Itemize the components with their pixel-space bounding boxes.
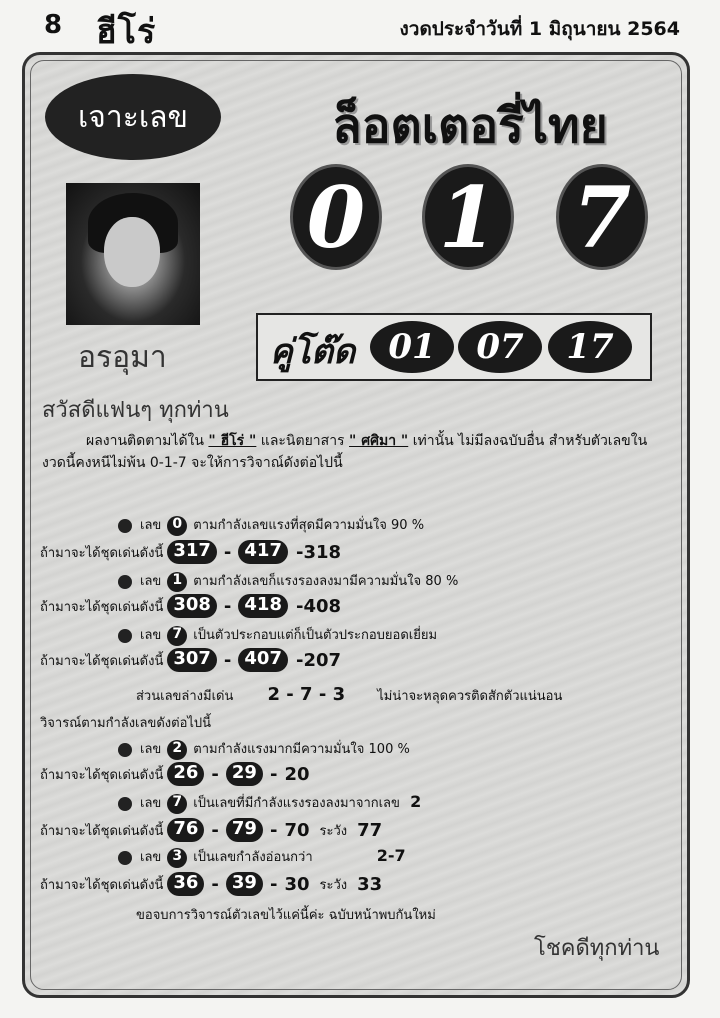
two-digit-row-0: เลข 2 ตามกำลังแรงมากมีความมั่นใจ 100 % xyxy=(118,738,410,760)
signoff: โชคดีทุกท่าน xyxy=(534,936,660,961)
source-sasima: " ศศิมา " xyxy=(349,433,409,449)
digit-badge: 7 xyxy=(167,794,187,814)
set-number: 417 xyxy=(238,540,288,564)
set-extra: 30 xyxy=(284,873,310,895)
set-number: 307 xyxy=(167,648,217,672)
main-digit-2: 1 xyxy=(422,164,514,270)
lower-value: 2 - 7 - 3 xyxy=(267,684,346,705)
set-number: 407 xyxy=(238,648,288,672)
analysis-intro: วิจารณ์ตามกำลังเลขดังต่อไปนี้ xyxy=(40,716,212,731)
bullet-icon xyxy=(118,575,132,589)
digit-row-0: เลข 0 ตามกำลังเลขแรงที่สุดมีความมั่นใจ 90 % xyxy=(118,514,424,536)
set-row-1: ถ้ามาจะได้ชุดเด่นดังนี้ 308 - 418 -408 xyxy=(40,594,342,617)
author-name: อรอุมา xyxy=(78,340,167,375)
bullet-icon xyxy=(118,851,132,865)
set-extra: 20 xyxy=(284,763,310,785)
set-number: 39 xyxy=(226,872,263,896)
bullet-icon xyxy=(118,629,132,643)
set-extra: 70 xyxy=(284,819,310,841)
set-number: 418 xyxy=(238,594,288,618)
set-number: 29 xyxy=(226,762,263,786)
two-digit-row-2: เลข 3 เป็นเลขกำลังอ่อนกว่า 2-7 xyxy=(118,846,406,868)
watch-number: 77 xyxy=(357,819,383,841)
set-number: 308 xyxy=(167,594,217,618)
set-number: 76 xyxy=(167,818,204,842)
set-number: 79 xyxy=(226,818,263,842)
intro-paragraph: ผลงานติดตามได้ใน " ฮีโร่ " และนิตยาสาร " ศศิมา " เท่านั้น ไม่มีลงฉบับอื่น สำหรับตัวเลขในงวดนี้คงหนีไม่พ้น 0-1-7 จะให้การวิจาณ์ดังต่อไปนี้ xyxy=(42,433,648,471)
pairs-label: คู่โต๊ด xyxy=(270,332,356,372)
two-set-row-0: ถ้ามาจะได้ชุดเด่นดังนี้ 26 - 29 - 20 xyxy=(40,762,310,785)
pair-value-3: 17 xyxy=(548,321,632,373)
digit-badge: 0 xyxy=(167,516,187,536)
main-title: ล็อตเตอรี่ไทย xyxy=(332,98,608,154)
set-number: 26 xyxy=(167,762,204,786)
digit-row-1: เลข 1 ตามกำลังเลขก็แรงรองลงมามีความมั่นใจ 80 % xyxy=(118,570,458,592)
closing-text: ขอจบการวิจารณ์ตัวเลขไว้แค่นี้ค่ะ ฉบับหน้าพบกันใหม่ xyxy=(136,908,436,923)
greeting: สวัสดีแฟนๆ ทุกท่าน xyxy=(42,398,229,423)
magazine-name: ฮีโร่ xyxy=(96,12,157,52)
digit-badge: 1 xyxy=(167,572,187,592)
page-header xyxy=(0,0,720,52)
main-digit-1: 0 xyxy=(290,164,382,270)
digit-badge: 2 xyxy=(167,740,187,760)
watch-number: 33 xyxy=(357,873,383,895)
column-title: เจาะเลข xyxy=(45,74,221,160)
set-number: 317 xyxy=(167,540,217,564)
digit-row-2: เลข 7 เป็นตัวประกอบแต่ก็เป็นตัวประกอบยอดเยี่ยม xyxy=(118,624,437,646)
source-hero: " ฮีโร่ " xyxy=(208,433,257,449)
bullet-icon xyxy=(118,797,132,811)
main-digit-3: 7 xyxy=(556,164,648,270)
author-photo xyxy=(66,183,200,325)
two-digit-row-1: เลข 7 เป็นเลขที่มีกำลังแรงรองลงมาจากเลข 2 xyxy=(118,792,421,814)
set-row-2: ถ้ามาจะได้ชุดเด่นดังนี้ 307 - 407 -207 xyxy=(40,648,342,671)
page-number: 8 xyxy=(44,10,63,40)
digit-badge: 3 xyxy=(167,848,187,868)
bullet-icon xyxy=(118,743,132,757)
set-number: 36 xyxy=(167,872,204,896)
bullet-icon xyxy=(118,519,132,533)
pair-value-1: 01 xyxy=(370,321,454,373)
set-row-0: ถ้ามาจะได้ชุดเด่นดังนี้ 317 - 417 -318 xyxy=(40,540,342,563)
set-extra: -318 xyxy=(295,541,342,563)
two-set-row-2: ถ้ามาจะได้ชุดเด่นดังนี้ 36 - 39 - 30 ระวัง 33 xyxy=(40,872,383,895)
set-extra: -408 xyxy=(295,595,342,617)
two-set-row-1: ถ้ามาจะได้ชุดเด่นดังนี้ 76 - 79 - 70 ระวัง 77 xyxy=(40,818,383,841)
issue-date: งวดประจำวันที่ 1 มิถุนายน 2564 xyxy=(399,18,680,40)
set-extra: -207 xyxy=(295,649,342,671)
lower-row: ส่วนเลขล่างมีเด่น 2 - 7 - 3 ไม่น่าจะหลุดควรติดสักตัวแน่นอน xyxy=(136,684,563,705)
digit-badge: 7 xyxy=(167,626,187,646)
pair-value-2: 07 xyxy=(458,321,542,373)
